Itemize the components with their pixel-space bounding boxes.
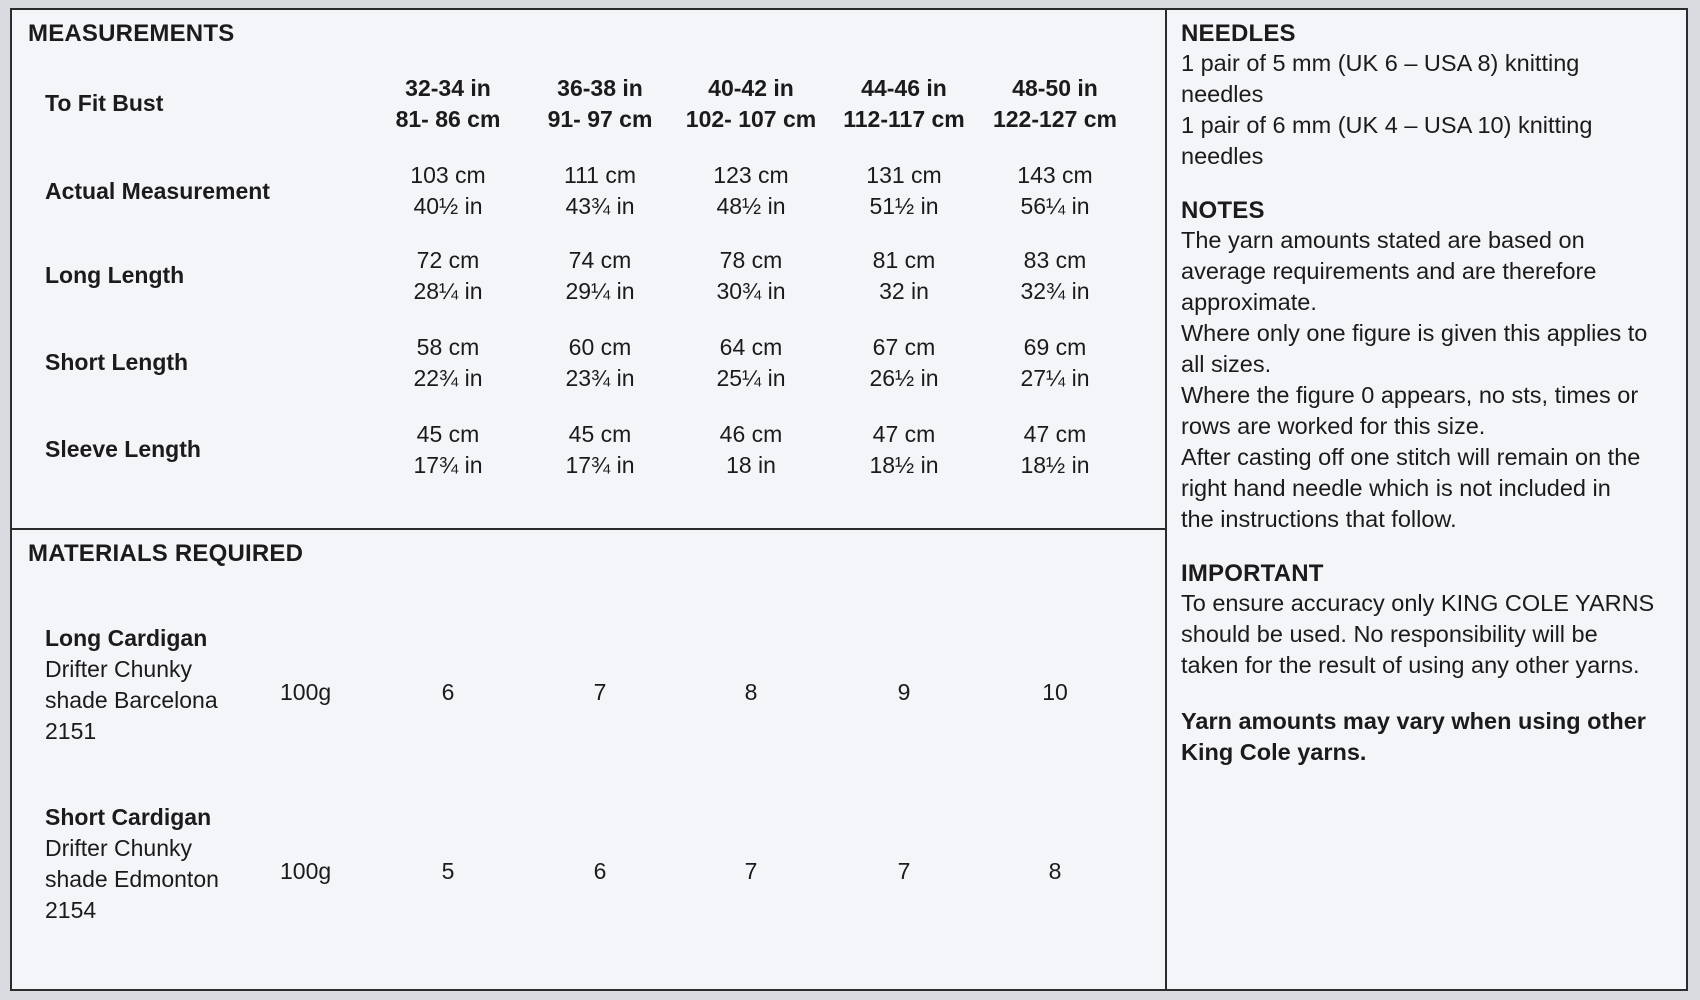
row-label-to-fit-bust: To Fit Bust: [45, 90, 164, 116]
horizontal-divider: [12, 528, 1165, 530]
short-length-size-1: 58 cm 22¾ in: [413, 334, 483, 391]
actual-measurement-size-2: 111 cm 43¾ in: [563, 162, 636, 219]
notes-line: After casting off one stitch will remain on the: [1181, 444, 1641, 470]
important-section: [1181, 560, 1676, 681]
notes-line: Where only one figure is given this applies to: [1181, 320, 1648, 346]
actual-measurement-size-5: 143 cm 56¼ in: [1017, 162, 1093, 219]
long-cardigan-amount-2: 7: [593, 679, 607, 705]
size-column-4: 44-46 in 112-117 cm: [843, 75, 965, 132]
material-weight: 100g: [280, 858, 332, 884]
important-line: should be used. No responsibility will be: [1181, 621, 1598, 647]
material-yarn: Drifter Chunky: [45, 656, 192, 682]
notes-line: approximate.: [1181, 289, 1317, 315]
long-cardigan-amount-4: 9: [897, 679, 911, 705]
important-line: To ensure accuracy only KING COLE YARNS: [1181, 590, 1655, 616]
notes-line: rows are worked for this size.: [1181, 413, 1486, 439]
actual-measurement-size-1: 103 cm 40½ in: [410, 162, 486, 219]
notes-title: NOTES: [1181, 197, 1265, 224]
short-cardigan-amount-5: 8: [1048, 858, 1062, 884]
actual-measurement-size-3: 123 cm 48½ in: [713, 162, 789, 219]
long-length-size-3: 78 cm 30¾ in: [716, 247, 786, 304]
long-length-size-5: 83 cm 32¾ in: [1020, 247, 1090, 304]
material-shade: shade Barcelona: [45, 687, 218, 713]
needles-line: 1 pair of 5 mm (UK 6 – USA 8) knitting: [1181, 50, 1580, 76]
sleeve-length-size-1: 45 cm 17¾ in: [413, 421, 483, 478]
long-cardigan-amount-3: 8: [744, 679, 758, 705]
material-code: 2151: [45, 718, 97, 744]
short-length-size-4: 67 cm 26½ in: [869, 334, 939, 391]
material-shade: shade Edmonton: [45, 866, 219, 892]
yarn-variance-line: Yarn amounts may vary when using other: [1181, 708, 1646, 734]
row-label-short-length: Short Length: [45, 349, 189, 375]
notes-line: all sizes.: [1181, 351, 1272, 377]
important-title: IMPORTANT: [1181, 560, 1324, 587]
sleeve-length-size-5: 47 cm 18½ in: [1020, 421, 1090, 478]
size-column-5: 48-50 in 122-127 cm: [992, 75, 1118, 132]
needles-title: NEEDLES: [1181, 20, 1296, 47]
short-cardigan-amount-2: 6: [593, 858, 607, 884]
needles-line: needles: [1181, 143, 1264, 169]
yarn-variance-line: King Cole yarns.: [1181, 739, 1367, 765]
notes-line: The yarn amounts stated are based on: [1181, 227, 1585, 253]
sleeve-length-size-2: 45 cm 17¾ in: [565, 421, 635, 478]
measurements-title: MEASUREMENTS: [28, 20, 235, 47]
size-column-1: 32-34 in 81- 86 cm: [395, 75, 501, 132]
row-label-long-length: Long Length: [45, 262, 185, 288]
short-length-size-3: 64 cm 25¼ in: [716, 334, 786, 391]
short-length-size-5: 69 cm 27¼ in: [1020, 334, 1090, 391]
needles-line: needles: [1181, 81, 1264, 107]
pattern-info-table: [10, 8, 1688, 991]
short-length-size-2: 60 cm 23¾ in: [565, 334, 635, 391]
long-length-size-2: 74 cm 29¼ in: [565, 247, 635, 304]
long-length-size-4: 81 cm 32 in: [872, 247, 936, 304]
material-name: Short Cardigan: [45, 804, 212, 830]
short-cardigan-amount-1: 5: [441, 858, 455, 884]
material-yarn: Drifter Chunky: [45, 835, 192, 861]
material-weight: 100g: [280, 679, 332, 705]
size-column-3: 40-42 in 102- 107 cm: [685, 75, 817, 132]
sleeve-length-size-3: 46 cm 18 in: [719, 421, 783, 478]
long-cardigan-amount-1: 6: [441, 679, 455, 705]
material-name: Long Cardigan: [45, 625, 208, 651]
right-column: [1181, 20, 1676, 768]
size-column-2: 36-38 in 91- 97 cm: [547, 75, 653, 132]
material-short-cardigan: [45, 802, 219, 926]
notes-line: Where the figure 0 appears, no sts, times or: [1181, 382, 1639, 408]
notes-line: average requirements and are therefore: [1181, 258, 1597, 284]
row-label-sleeve-length: Sleeve Length: [45, 436, 201, 462]
material-code: 2154: [45, 897, 97, 923]
needles-line: 1 pair of 6 mm (UK 4 – USA 10) knitting: [1181, 112, 1593, 138]
sleeve-length-size-4: 47 cm 18½ in: [869, 421, 939, 478]
actual-measurement-size-4: 131 cm 51½ in: [866, 162, 942, 219]
notes-line: the instructions that follow.: [1181, 506, 1457, 532]
yarn-variance-note: [1181, 706, 1676, 768]
row-label-actual-measurement: Actual Measurement: [45, 178, 270, 204]
important-line: taken for the result of using any other yarns.: [1181, 652, 1640, 678]
material-long-cardigan: [45, 623, 218, 747]
notes-section: [1181, 197, 1676, 535]
vertical-divider: [1165, 10, 1167, 989]
needles-section: [1181, 20, 1676, 172]
long-cardigan-amount-5: 10: [1042, 679, 1068, 705]
short-cardigan-amount-4: 7: [897, 858, 911, 884]
short-cardigan-amount-3: 7: [744, 858, 758, 884]
long-length-size-1: 72 cm 28¼ in: [413, 247, 483, 304]
materials-title: MATERIALS REQUIRED: [28, 540, 304, 567]
notes-line: right hand needle which is not included in: [1181, 475, 1611, 501]
